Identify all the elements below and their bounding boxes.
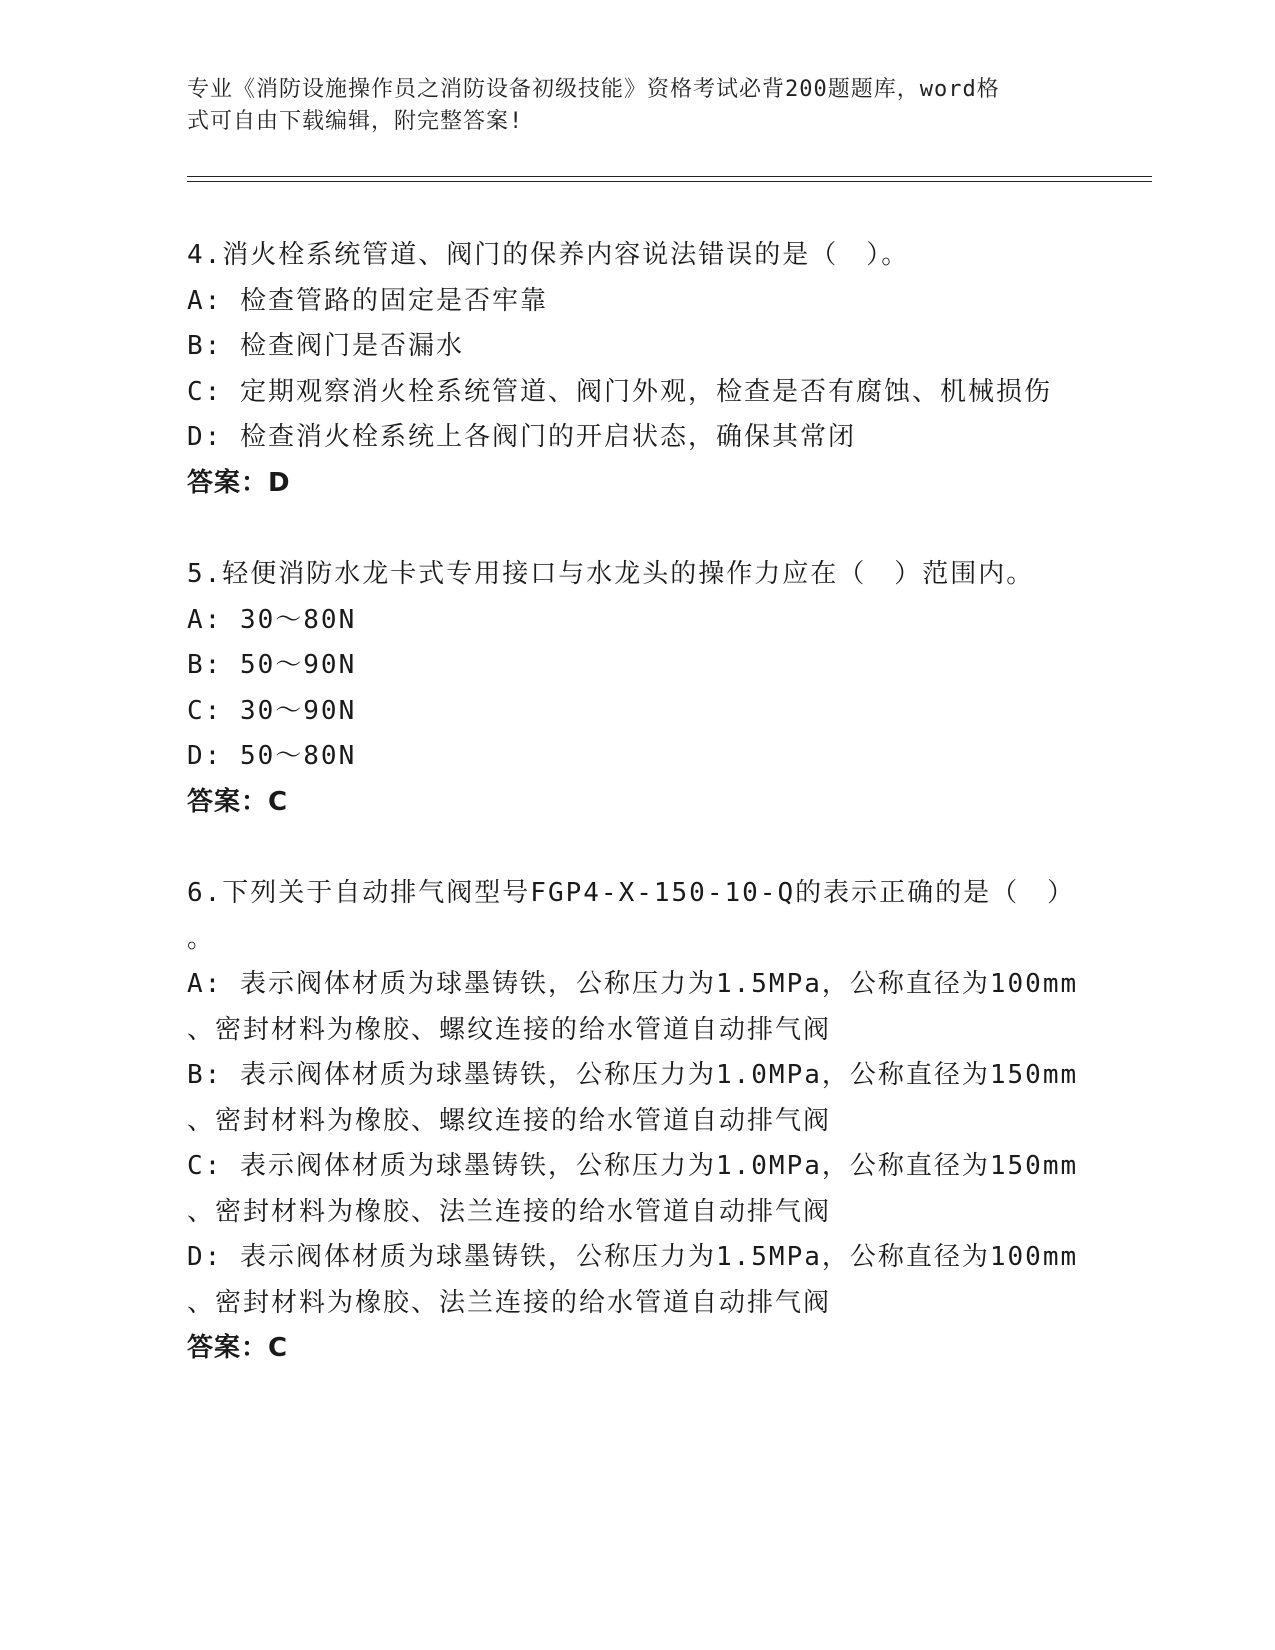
option-a: A: 检查管路的固定是否牢靠 (187, 285, 548, 316)
option-b-continuation: 、密封材料为橡胶、螺纹连接的给水管道自动排气阀 (187, 1105, 832, 1136)
question-stem: 5.轻便消防水龙卡式专用接口与水龙头的操作力应在（ ）范围内。 (187, 559, 1035, 589)
document-header (187, 74, 1067, 138)
option-d-continuation: 、密封材料为橡胶、法兰连接的给水管道自动排气阀 (187, 1287, 832, 1318)
answer-label: 答案：C (187, 786, 289, 817)
option-c: C: 定期观察消火栓系统管道、阀门外观，检查是否有腐蚀、机械损伤 (187, 376, 1052, 407)
question-stem: 6.下列关于自动排气阀型号FGP4-X-150-10-Q的表示正确的是（ ） (187, 878, 1076, 908)
answer-label: 答案：C (187, 1333, 289, 1363)
option-c-continuation: 、密封材料为橡胶、法兰连接的给水管道自动排气阀 (187, 1196, 832, 1227)
question-6 (187, 871, 1087, 1372)
question-5 (187, 552, 1087, 825)
header-divider-bottom (187, 181, 1152, 182)
option-c: C: 30～90N (187, 695, 357, 726)
option-b: B: 表示阀体材质为球墨铸铁，公称压力为1.0MPa，公称直径为150mm (187, 1060, 1079, 1090)
answer-label: 答案：D (187, 467, 291, 498)
option-b: B: 检查阀门是否漏水 (187, 331, 464, 361)
option-c: C: 表示阀体材质为球墨铸铁，公称压力为1.0MPa，公称直径为150mm (187, 1151, 1079, 1181)
question-stem-continuation: 。 (187, 923, 216, 954)
question-stem: 4.消火栓系统管道、阀门的保养内容说法错误的是（ ）。 (187, 240, 910, 270)
option-a: A: 表示阀体材质为球墨铸铁，公称压力为1.5MPa，公称直径为100mm (187, 969, 1079, 999)
header-divider-top (187, 176, 1152, 177)
option-d: D: 50～80N (187, 741, 357, 771)
option-b: B: 50～90N (187, 650, 357, 680)
option-d: D: 检查消火栓系统上各阀门的开启状态，确保其常闭 (187, 422, 856, 452)
header-line-2: 式可自由下载编辑，附完整答案! (187, 109, 524, 134)
option-a-continuation: 、密封材料为橡胶、螺纹连接的给水管道自动排气阀 (187, 1014, 832, 1045)
question-4 (187, 233, 1087, 506)
option-d: D: 表示阀体材质为球墨铸铁，公称压力为1.5MPa，公称直径为100mm (187, 1242, 1079, 1272)
header-line-1: 专业《消防设施操作员之消防设备初级技能》资格考试必背200题题库，word格 (187, 77, 1000, 102)
option-a: A: 30～80N (187, 604, 357, 635)
